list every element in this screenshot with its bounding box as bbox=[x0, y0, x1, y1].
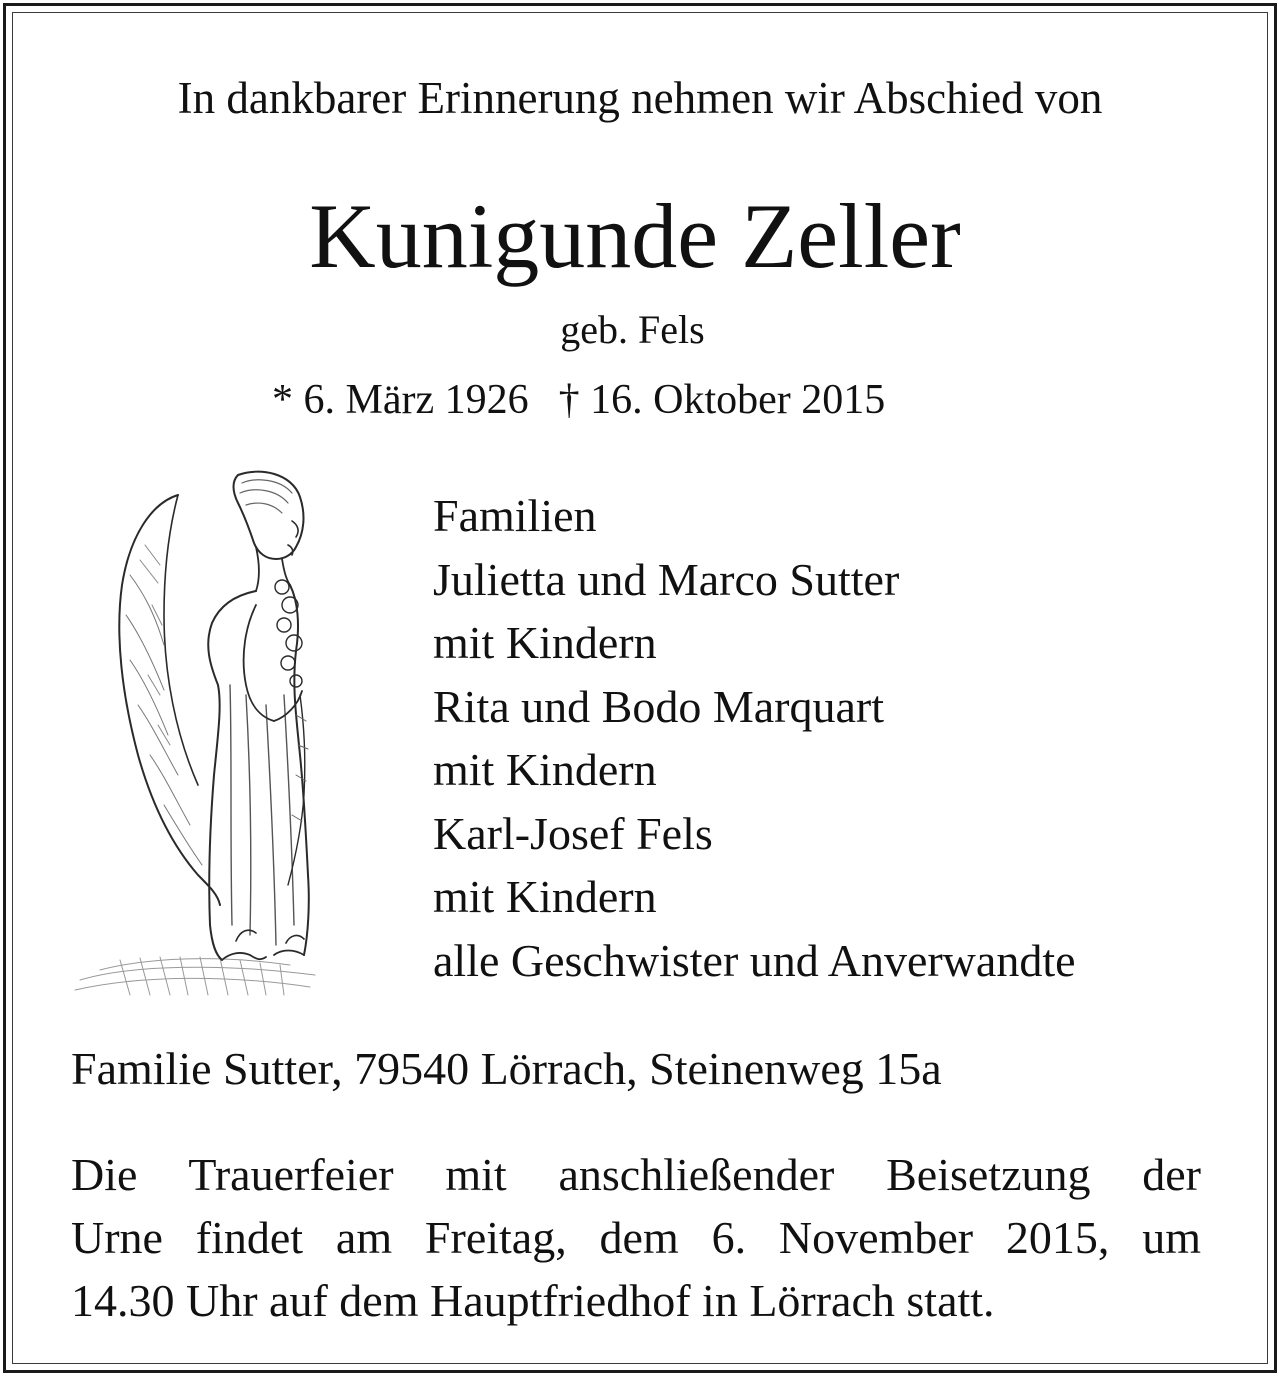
life-dates bbox=[272, 374, 885, 426]
ceremony-line: Urne findet am Freitag, dem 6. November 2015, um bbox=[71, 1212, 1201, 1263]
ground-shading bbox=[75, 957, 315, 995]
mourner-line: mit Kindern bbox=[433, 744, 657, 795]
mourner-line: mit Kindern bbox=[433, 617, 657, 668]
mourner-line: Julietta und Marco Sutter bbox=[433, 553, 900, 605]
death-date: † 16. Oktober 2015 bbox=[558, 377, 886, 423]
mourner-line: mit Kindern bbox=[433, 871, 657, 922]
mourners-list bbox=[433, 484, 1076, 992]
ceremony-line: Die Trauerfeier mit anschließender Beisetzung der bbox=[71, 1149, 1201, 1200]
family-address: Familie Sutter, 79540 Lörrach, Steinenweg 15a bbox=[71, 1043, 942, 1094]
angel-head bbox=[234, 472, 304, 591]
wing bbox=[119, 495, 220, 905]
intro-text: In dankbarer Erinnerung nehmen wir Abschied von bbox=[177, 73, 1103, 123]
deceased-name: Kunigunde Zeller bbox=[309, 185, 961, 287]
mourner-line: alle Geschwister und Anverwandte bbox=[433, 934, 1076, 986]
angel-robe bbox=[208, 585, 309, 960]
mourner-line: Rita und Bodo Marquart bbox=[433, 680, 884, 732]
ceremony-line: 14.30 Uhr auf dem Hauptfriedhof in Lörrach statt. bbox=[71, 1275, 995, 1326]
birth-date: * 6. März 1926 bbox=[272, 377, 529, 423]
angel-illustration bbox=[60, 455, 325, 1005]
maiden-name: geb. Fels bbox=[560, 307, 705, 352]
mourner-line: Karl-Josef Fels bbox=[433, 807, 713, 859]
ceremony-info bbox=[71, 1143, 1201, 1332]
mourner-line: Familien bbox=[433, 490, 597, 541]
